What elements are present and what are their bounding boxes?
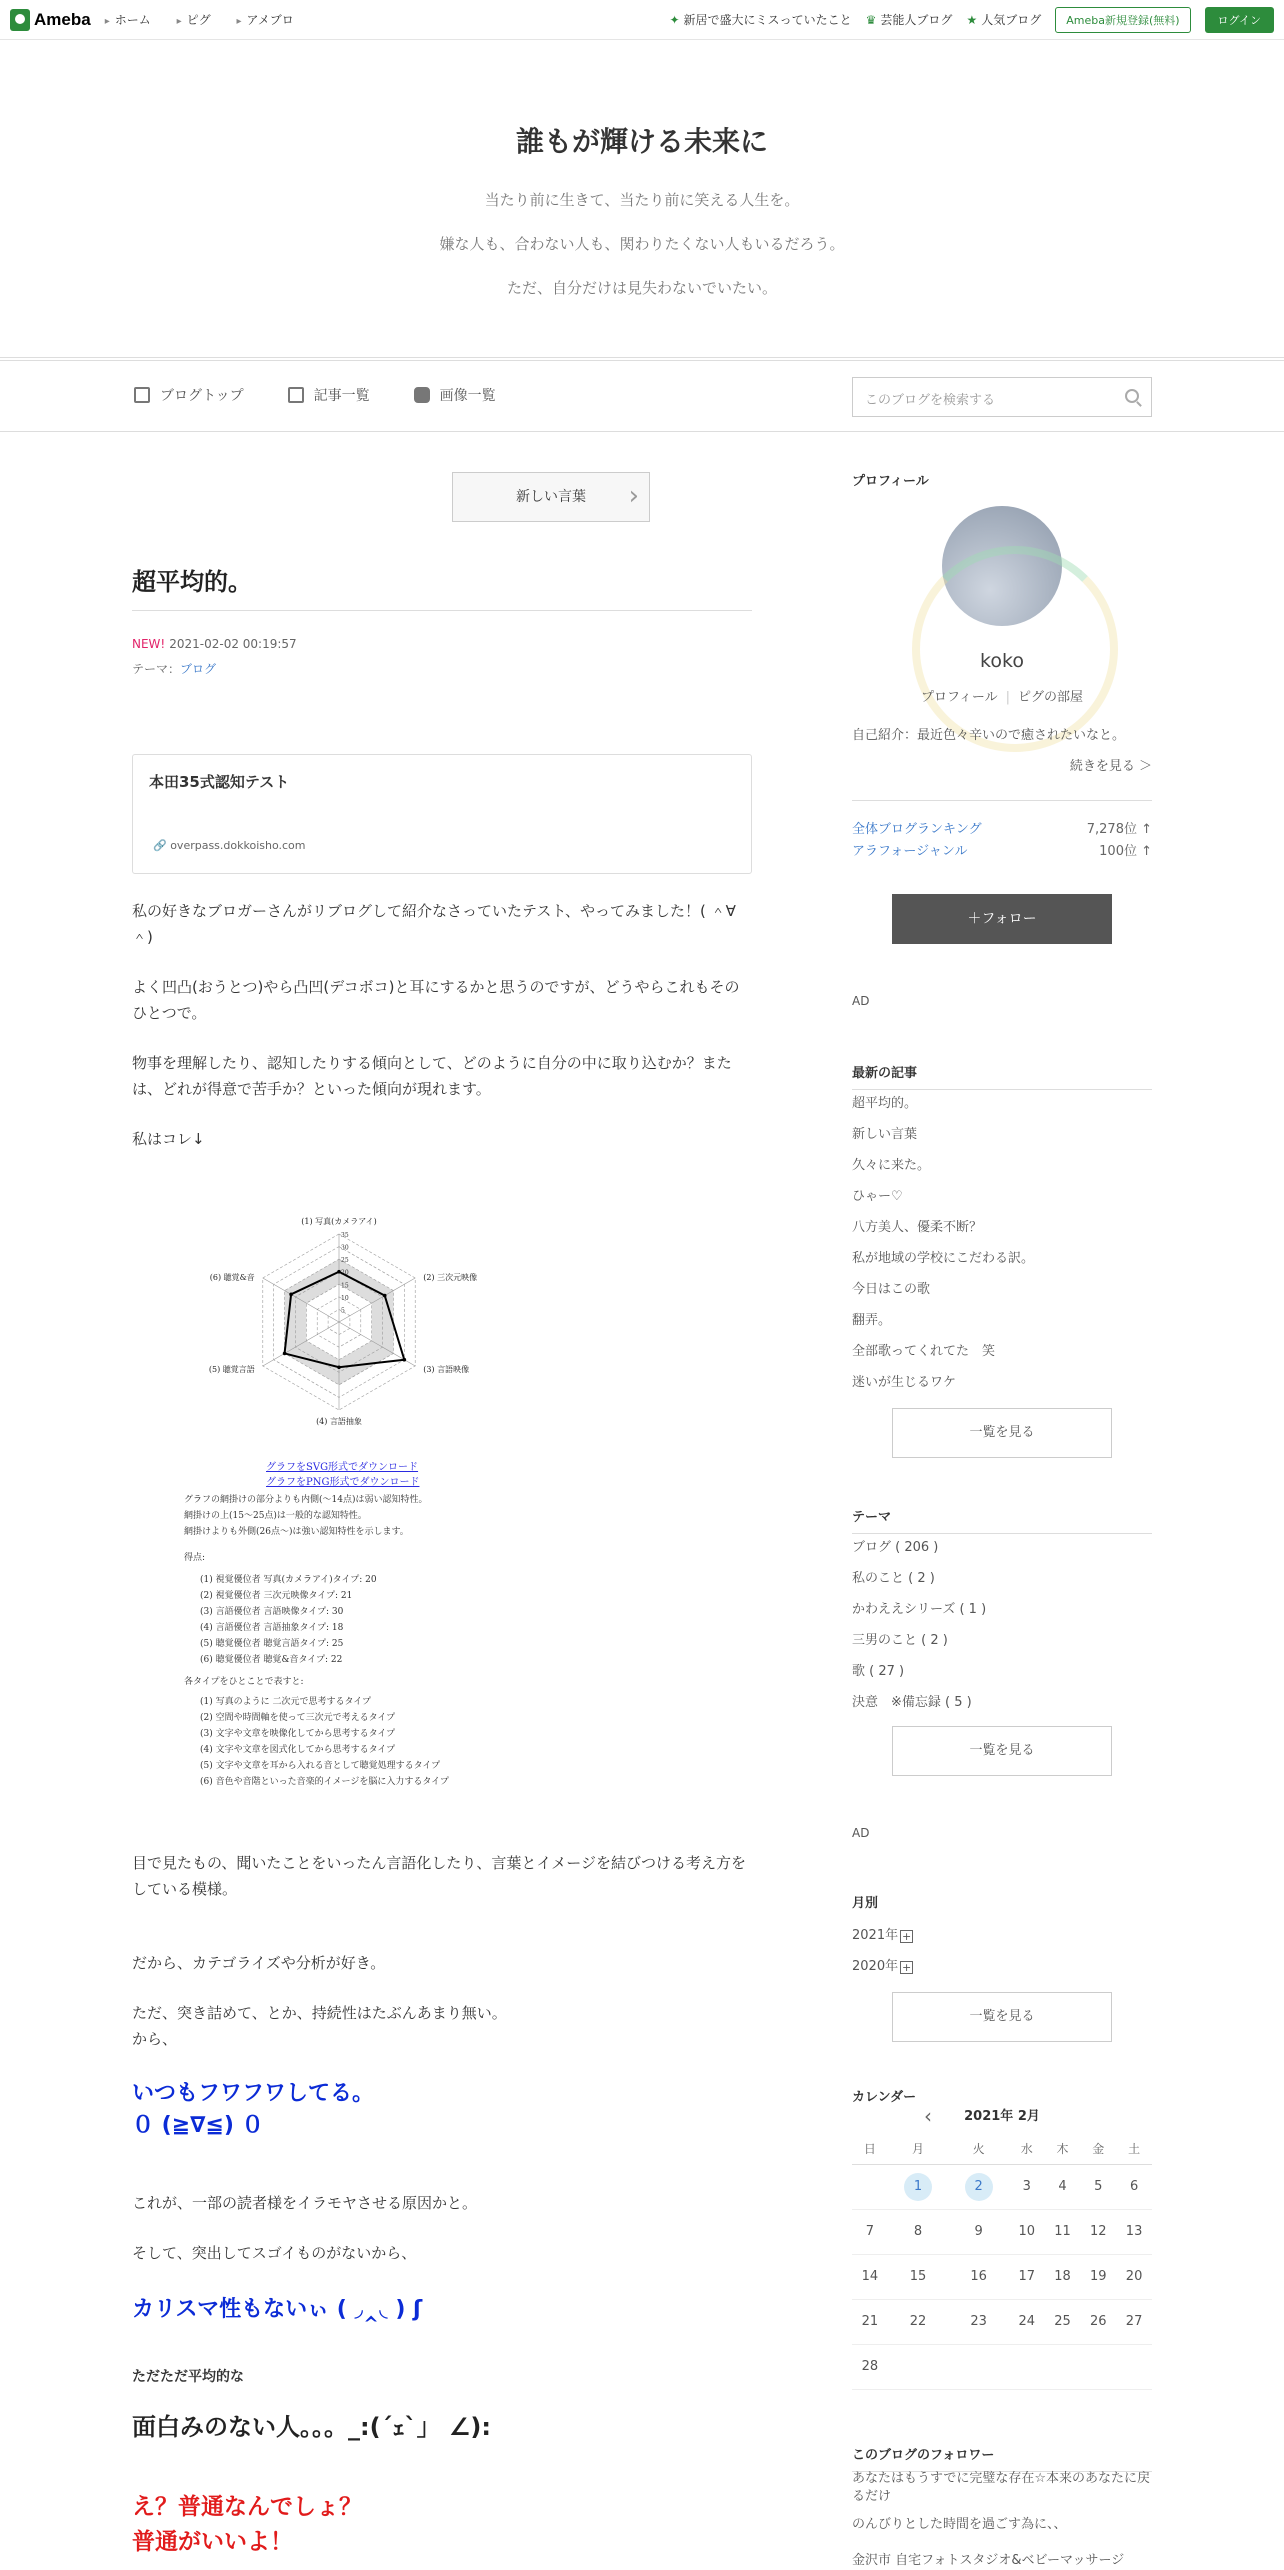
emphasis-blue: カリスマ性もないぃ ( ◞‸◟ ) ʃ	[132, 2297, 423, 2322]
theme-item[interactable]: 決意 ※備忘録 ( 5 )	[852, 1695, 972, 1710]
emphasis-blue: いつもフワフワしてる。 ０ (≧∇≦) ０	[132, 2081, 375, 2138]
radar-scale-label: 30	[341, 1244, 349, 1252]
radar-axis-label: (6) 聴覚&音	[209, 1273, 255, 1282]
radar-point	[383, 1294, 387, 1298]
ranking-genre-value: 100位 ↑	[1099, 844, 1152, 859]
profile-links: プロフィール | ピグの部屋	[920, 690, 1084, 705]
blog-nav	[0, 360, 1284, 432]
monthly-heading: 月別	[852, 1896, 879, 1911]
header-links	[669, 7, 1274, 33]
types-heading: 各タイプをひとことで表すと:	[184, 1677, 304, 1687]
ranking-overall-link[interactable]: 全体ブログランキング	[852, 822, 982, 837]
link-card[interactable]	[132, 754, 752, 874]
document-icon	[134, 387, 150, 403]
radar-axis-label: (3) 言語映像	[423, 1365, 470, 1374]
latest-item[interactable]: 今日はこの歌	[852, 1282, 931, 1297]
paragraph: 私はコレ↓	[132, 1130, 205, 1148]
monthly-more-button[interactable]: 一覧を見る	[892, 1992, 1112, 2042]
featured-article-link[interactable]: ✦ 新居で盛大にミスっていたこと	[669, 11, 851, 28]
latest-item[interactable]: 私が地域の学校にこだわる訳。	[852, 1251, 1035, 1266]
score-line: (5) 聴覚優位者 聴覚言語タイプ: 25	[200, 1639, 344, 1649]
paragraph: 目で見たもの、聞いたことをいったん言語化したり、言葉とイメージを結びつける考え方をしている模様。	[132, 1854, 746, 1898]
score-line: (1) 視覚優位者 写真(カメラアイ)タイプ: 20	[200, 1575, 377, 1585]
radar-point	[283, 1352, 287, 1356]
expand-icon[interactable]: +	[901, 1961, 912, 1974]
nav-image-list[interactable]: 画像一覧	[414, 385, 496, 405]
latest-item[interactable]: ひゃー♡	[852, 1189, 903, 1204]
radar-scale-label: 35	[341, 1232, 349, 1239]
divider	[132, 610, 752, 611]
score-line: (2) 視覚優位者 三次元映像タイプ: 21	[200, 1591, 353, 1601]
calendar-heading: カレンダー	[852, 2090, 917, 2105]
global-header	[0, 0, 1284, 40]
chart-note: グラフの網掛けの部分よりも内側(〜14点)は弱い認知特性。	[184, 1495, 428, 1505]
ameba-logo-icon	[10, 9, 30, 31]
radar-point	[403, 1358, 407, 1362]
chart-note: 網掛けよりも外側(26点〜)は強い認知特性を示します。	[184, 1527, 409, 1537]
profile-intro: 自己紹介：最近色々辛いので癒されたいなと。	[852, 728, 1126, 743]
login-button[interactable]: ログイン	[1205, 7, 1274, 33]
paragraph: ただ、突き詰めて、とか、持続性はたぶんあまり無い。 から、	[132, 2004, 507, 2048]
read-more-link[interactable]: 続きを見る ＞	[1069, 759, 1152, 774]
radar-axis-label: (4) 言語抽象	[316, 1417, 362, 1426]
month-item[interactable]: 2021年 +	[852, 1928, 912, 1943]
radar-scale-label: 20	[341, 1269, 349, 1277]
month-item[interactable]: 2020年 +	[852, 1959, 912, 1974]
type-line: (1) 写真のように 二次元で思考するタイプ	[200, 1697, 372, 1707]
radar-axis-label: (5) 聴覚言語	[208, 1365, 255, 1374]
blog-header	[0, 40, 1284, 358]
next-entry-button[interactable]: 新しい言葉 ›	[452, 472, 650, 522]
followers-heading: このブログのフォロワー	[852, 2444, 1152, 2472]
blog-description	[0, 178, 1284, 310]
type-line: (6) 音色や音階といった音楽的イメージを脳に入力するタイプ	[200, 1777, 449, 1787]
radar-axis-label: (1) 写真(カメラアイ)	[301, 1217, 377, 1226]
theme-more-button[interactable]: 一覧を見る	[892, 1726, 1112, 1776]
blog-title[interactable]: 誰もが輝ける未来に	[515, 125, 768, 158]
signup-button[interactable]: Ameba新規登録(無料)	[1055, 7, 1190, 33]
calendar-month: 2021年 2月	[964, 2109, 1040, 2124]
radar-scale-label: 5	[341, 1307, 345, 1315]
latest-item[interactable]: 新しい言葉	[852, 1127, 918, 1142]
latest-item[interactable]: 翻弄。	[852, 1313, 892, 1328]
latest-item[interactable]: 超平均的。	[852, 1096, 918, 1111]
score-line: (3) 言語優位者 言語映像タイプ: 30	[200, 1607, 344, 1617]
blog-desc-line: 嫌な人も、合わない人も、関わりたくない人もいるだろう。	[439, 235, 845, 253]
calendar-day[interactable]: 1	[888, 2164, 949, 2209]
copy-icon	[288, 387, 304, 403]
ranking-overall	[852, 818, 1152, 837]
ranking-genre-link[interactable]: アラフォージャンル	[852, 844, 968, 859]
latest-item[interactable]: 八方美人、優柔不断？	[852, 1220, 983, 1235]
paragraph: よく凹凸(おうとつ)やら凸凹(デコボコ)と耳にするかと思うのですが、どうやらこれもそのひとつで。	[132, 978, 740, 1022]
paragraph: 私の好きなブロガーさんがリブログして紹介なさっていたテスト、やってみました！( ＾∀＾)	[132, 902, 736, 946]
radar-scale-label: 10	[341, 1294, 349, 1302]
emphasis-black: 面白みのない人。。。_:(´ｪ`」 ∠):	[132, 2413, 492, 2441]
profile-name[interactable]: koko	[980, 650, 1024, 672]
score-line: (4) 言語優位者 言語抽象タイプ: 18	[200, 1623, 344, 1633]
radar-point	[337, 1270, 341, 1274]
svg-download-link[interactable]: グラフをSVG形式でダウンロード	[266, 1462, 419, 1473]
ranking-genre	[852, 840, 1152, 859]
paragraph: だから、カテゴライズや分析が好き。	[132, 1954, 386, 1972]
avatar[interactable]	[942, 506, 1062, 626]
paragraph: これが、一部の読者様をイラモヤさせる原因かと。	[132, 2194, 478, 2212]
entry-meta	[132, 632, 297, 682]
popular-blog-link[interactable]: ★ 人気ブログ	[966, 11, 1041, 28]
ranking-overall-value: 7,278位 ↑	[1086, 822, 1152, 837]
nav-home[interactable]: ▸ ホーム	[105, 13, 151, 27]
theme-list	[852, 1532, 1152, 1718]
radar-point	[289, 1293, 293, 1297]
latest-heading: 最新の記事	[852, 1062, 1152, 1090]
monthly-list	[852, 1920, 1152, 1982]
score-line: (6) 聴覚優位者 聴覚&音タイプ: 22	[200, 1655, 343, 1665]
theme-item[interactable]: 三男のこと ( 2 )	[852, 1633, 948, 1648]
celebrity-blog-link[interactable]: ♛ 芸能人ブログ	[866, 11, 953, 28]
theme-item[interactable]: かわええシリーズ ( 1 )	[852, 1602, 987, 1617]
latest-item[interactable]: 全部歌ってくれてた 笑	[852, 1344, 996, 1359]
follower-item[interactable]: あなたはもうすでに完璧な存在☆本来のあなたに戻るだけ	[852, 2471, 1151, 2504]
follower-item[interactable]: 金沢市 自宅フォトスタジオ&ベビーマッサージ	[852, 2553, 1125, 2568]
calendar-grid: 日 月 火 水 木 金 土 1 2 3 4 5 6 7 8 9 10 11 12 13 14 15 16 17 18 19 20 21 22 23 24 25 26 27 28	[852, 2134, 1152, 2390]
divider	[852, 800, 1152, 801]
calendar-day[interactable]: 2	[948, 2164, 1009, 2209]
search-icon[interactable]	[1125, 389, 1139, 403]
type-line: (2) 空間や時間軸を使って三次元で考えるタイプ	[200, 1713, 396, 1723]
expand-icon[interactable]: +	[901, 1930, 912, 1943]
latest-item[interactable]: 迷いが生じるワケ	[852, 1375, 957, 1390]
blog-search-input[interactable]: このブログを検索する	[852, 377, 1152, 417]
global-nav	[105, 11, 316, 28]
new-badge: NEW!	[132, 637, 166, 651]
theme-link[interactable]: ブログ	[180, 662, 217, 676]
blog-desc-line: 当たり前に生きて、当たり前に笑える人生を。	[484, 191, 800, 209]
latest-list	[852, 1088, 1152, 1398]
theme-label: テーマ：	[132, 662, 181, 676]
chart-download-links	[266, 1460, 419, 1490]
radar-axis-label: (2) 三次元映像	[423, 1273, 478, 1282]
ameba-logo[interactable]	[10, 9, 91, 31]
theme-item[interactable]: 歌 ( 27 )	[852, 1664, 905, 1679]
nav-pigg[interactable]: ▸ ピグ	[177, 13, 211, 27]
chart-note: 網掛けの上(15〜25点)は一般的な認知特性。	[184, 1511, 367, 1521]
latest-item[interactable]: 久々に来た。	[852, 1158, 931, 1173]
camera-icon	[414, 387, 430, 403]
latest-more-button[interactable]: 一覧を見る	[892, 1408, 1112, 1458]
profile-heading: プロフィール	[852, 474, 929, 489]
paragraph: そして、突出してスゴイものがないから、	[132, 2244, 417, 2262]
entry-title[interactable]: 超平均的。	[132, 568, 252, 596]
nav-blog-top[interactable]: ブログトップ	[134, 385, 244, 405]
blog-desc-line: ただ、自分だけは見失わないでいたい。	[506, 279, 777, 297]
calendar	[852, 2102, 1152, 2390]
radar-chart	[184, 1200, 524, 1450]
follow-button[interactable]: ＋フォロー	[892, 894, 1112, 944]
link-icon: 🔗	[153, 839, 171, 852]
entry-date: 2021-02-02 00:19:57	[169, 637, 297, 651]
type-line: (3) 文字や文章を映像化してから思考するタイプ	[200, 1729, 396, 1739]
follower-item[interactable]: のんびりとした時間を過ごす為に、、	[852, 2517, 1067, 2532]
link-card-title: 本田35式認知テスト	[149, 773, 290, 791]
type-line: (4) 文字や文章を図式化してから思考するタイプ	[200, 1745, 396, 1755]
calendar-prev-icon[interactable]: ‹	[924, 2104, 932, 2128]
profile-link[interactable]: プロフィール	[920, 690, 998, 705]
radar-scale-label: 25	[341, 1257, 349, 1265]
logo-text: Ameba	[34, 9, 91, 29]
nav-ameblo[interactable]: ▸ アメブロ	[236, 13, 293, 27]
theme-heading: テーマ	[852, 1506, 1152, 1534]
ad-label: AD	[852, 994, 870, 1008]
emphasis-red: え？普通なんでしょ？ 普通がいいよ！	[132, 2494, 362, 2555]
nav-entry-list[interactable]: 記事一覧	[288, 385, 370, 405]
cognitive-test-chart	[184, 1200, 524, 1787]
link-card-url: 🔗 overpass.dokkoisho.com	[153, 839, 306, 852]
paragraph-bold: ただただ平均的な	[132, 2369, 244, 2385]
type-line: (5) 文字や文章を耳から入れる音として聴覚処理するタイプ	[200, 1761, 441, 1771]
paragraph: 物事を理解したり、認知したりする傾向として、どのように自分の中に取り込むか？または、どれが得意で苦手か？といった傾向が現れます。	[132, 1054, 732, 1098]
theme-item[interactable]: 私のこと ( 2 )	[852, 1571, 935, 1586]
radar-scale-label: 15	[341, 1282, 349, 1290]
score-heading: 得点:	[184, 1553, 206, 1563]
pigg-room-link[interactable]: ピグの部屋	[1018, 690, 1084, 705]
ad-label: AD	[852, 1826, 870, 1840]
theme-item[interactable]: ブログ ( 206 )	[852, 1540, 939, 1555]
radar-point	[337, 1365, 341, 1369]
png-download-link[interactable]: グラフをPNG形式でダウンロード	[266, 1477, 420, 1488]
